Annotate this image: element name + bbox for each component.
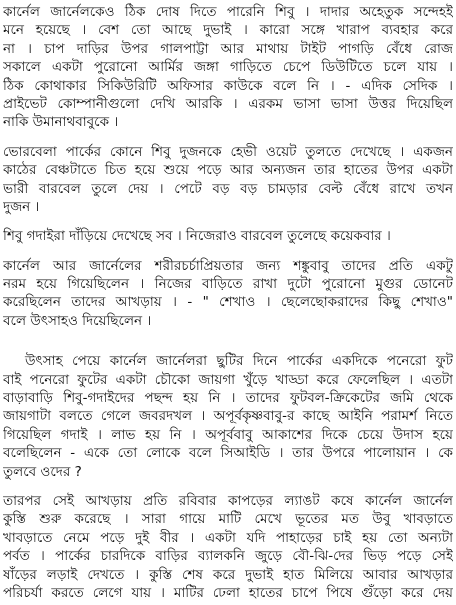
text-line: দুজন । — [3, 198, 40, 215]
text-line: খাবড়াতে নেমে পড়ে দুই বীর । একটা যদি পাহাড়ের চাই হয় তো অন্যটা — [3, 529, 453, 546]
text-line: শিবু গদাইরা দাঁড়িয়ে দেখেছে সব । নিজেরাও বারবেল তুলেছে কয়েকবার । — [3, 228, 391, 245]
text-line: ভারী বারবেল তুলে দেয় । পেটে বড় বড় চামড়ার বেল্ট বেঁধে রাখে তখন — [3, 180, 453, 197]
text-line: পর্বত । পার্কের চারদিকে বাড়ির ব্যালকনি জুড়ে বৌ-ঝি-দের ভিড় পড়ে সেই — [3, 548, 453, 565]
text-line: তুলবে ওদের ? — [3, 463, 82, 480]
text-line: বলেছিলেন - একে তো লোকে বলে সিআইডি । তার উপরে পালোয়ান । কে — [3, 445, 453, 462]
text-line: কার্নেল আর জার্নেলের শরীরচর্চাপ্রিয়তার জন্য শঙ্কুবাবু তাদের প্রতি একটু — [3, 257, 453, 274]
text-line: নাকি উমানাথবাবুকে । — [3, 114, 119, 131]
paragraph-1 — [3, 3, 453, 132]
text-line: ষাঁড়ের লড়াই দেখতে । কুস্তি শেষ করে দুভাই হাত মিলিয়ে আবার আখড়ার — [3, 566, 453, 583]
paragraph-4 — [3, 257, 453, 331]
text-line: কুস্তি শুরু করেছে । সারা গায়ে মাটি মেখে ভূতের মত উবু খাবড়াতে — [3, 511, 453, 528]
text-line: সকালে একটা পুরোনো আর্মির জঙ্গা গাড়িতে চেপে ডিউটিতে চলে যায় । — [3, 59, 453, 76]
text-line: জায়গাটা বলতে গেলে জবরদখল । অপূর্বকৃষ্ণবাবু-র কাছে আইনি পরামর্শ নিতে — [3, 408, 453, 425]
text-line: মনে হয়েছে । বেশ তো আছে দুভাই । কারো সঙ্গে খারাপ ব্যবহার করে — [3, 22, 453, 39]
text-line: কার্নেল জার্নেলকেও ঠিক দোষ দিতে পারেনি শিবু । দাদার অহেতুক সন্দেহই — [3, 4, 453, 20]
text-line: ঠিক কোথাকার সিকিউরিটি অফিসার কাউকে বলে নি । - এদিক সেদিক । — [3, 77, 453, 94]
text-line: গিয়েছিল গদাই । লাভ হয় নি । অপূর্ববাবু আকাশের দিকে চেয়ে উদাস হয়ে — [3, 426, 453, 443]
text-line: বাড়াবাড়ি শিবু-গদাইদের পছন্দ হয় নি । তাদের ফুটবল-ক্রিকেটের জমি থেকে — [3, 390, 453, 407]
text-line: ভোরবেলা পার্কের কোনে শিবু দুজনকে হেভী ওয়েট তুলতে দেখেছে । একজন — [3, 143, 453, 160]
text-line: উৎসাহ পেয়ে কার্নেল জার্নেলরা ছুটির দিনে পার্কের একদিকে পনেরো ফুট — [25, 353, 453, 370]
text-line: না । চাপ দাড়ির উপর গালপাট্টা আর মাথায় টাইট পাগড়ি বেঁধে রোজ — [3, 40, 453, 57]
text-line: বাই পনেরো ফুটের একটা চৌকো জায়গা খুঁড়ে খাড্ডা করে ফেলেছিল । এতটা — [3, 371, 453, 388]
text-line: প্রাইভেট কোম্পানীগুলো দেখি আরকি । এরকম ভাসা ভাসা উত্তর দিয়েছিল — [3, 95, 453, 112]
paragraph-3 — [3, 227, 453, 245]
text-line: পরিচর্যা করতে লেগে যায় । মাটির ঢেলা হাতের চাপে পিষে গুঁড়ো করে দেয় — [3, 584, 453, 601]
text-line: নরম হয়ে গিয়েছিলেন । নিজের বাড়িতে রাখা দুটো পুরোনো মুগুর ডোনেট — [3, 276, 453, 293]
text-line: কাঠের বেঞ্চটাতে চিত হয়ে শুয়ে পড়ে আর অন্যজন তার হাতের উপর একটা — [3, 162, 453, 179]
paragraph-6 — [3, 492, 453, 602]
text-line: করেছিলেন তাদের আখড়ায় । - " শেখাও । ছেলেছোকরাদের কিছু শেখাও" — [3, 294, 453, 311]
text-line: তারপর সেই আখড়ায় প্রতি রবিবার কাপড়ের ল্যাঙট কষে কার্নেল জার্নেল — [3, 492, 453, 509]
paragraph-5 — [3, 352, 453, 481]
text-line: বলে উৎসাহও দিয়েছিলেন । — [3, 312, 152, 329]
paragraph-2 — [3, 143, 453, 217]
